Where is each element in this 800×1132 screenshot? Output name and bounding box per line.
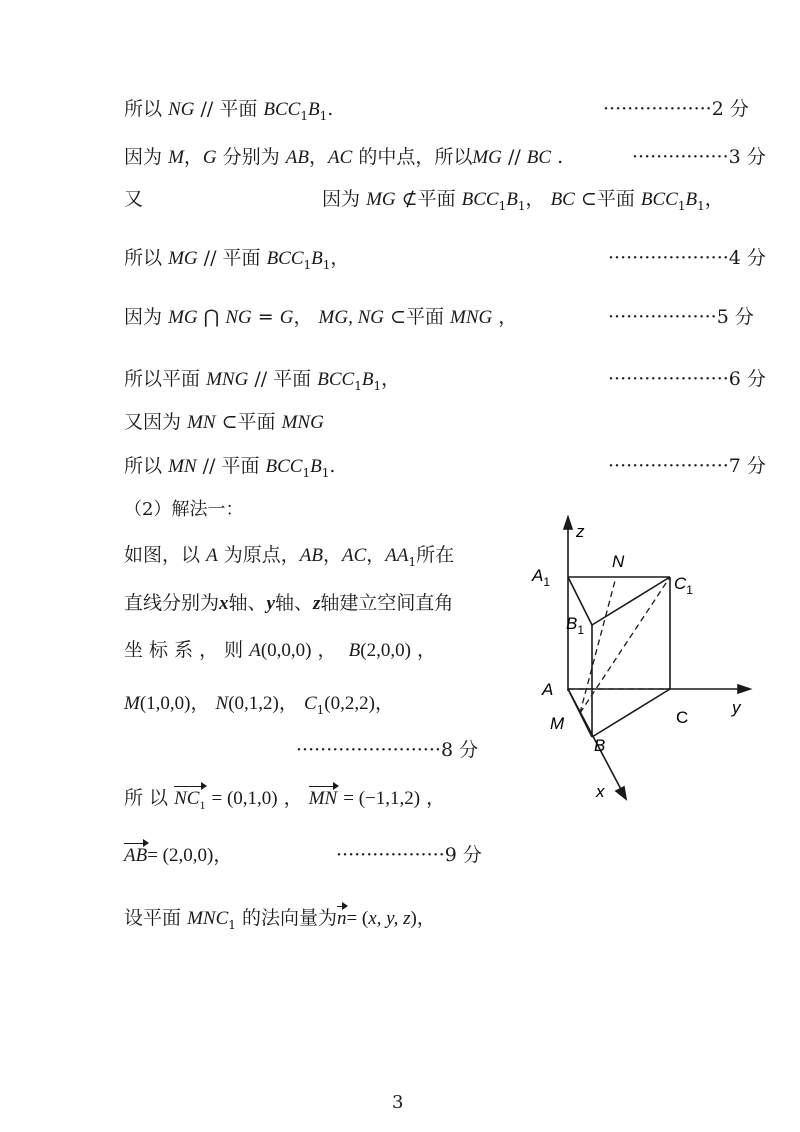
line-9 <box>124 496 243 524</box>
line-2 <box>124 143 563 172</box>
math: MG <box>168 248 198 269</box>
subscript: 1 <box>316 702 325 717</box>
math: MN <box>168 456 197 477</box>
vector-ab: AB <box>124 842 147 870</box>
subscript: 1 <box>373 378 382 393</box>
math: = ( <box>346 908 369 929</box>
line-7 <box>124 408 324 437</box>
subscript: 1 <box>302 465 311 480</box>
score-9: ··················9 分 <box>336 844 482 866</box>
text: 因为 <box>124 306 163 328</box>
math: BCC <box>265 456 303 477</box>
label-n: N <box>612 552 625 571</box>
text: 的中点，所以 <box>358 146 473 168</box>
line-11 <box>124 589 453 618</box>
math: B <box>506 189 518 210</box>
math: B <box>311 248 323 269</box>
x-axis-arrow <box>616 787 626 799</box>
text: 轴、 <box>228 592 267 614</box>
text: 为原点， <box>223 544 300 566</box>
text: . <box>557 146 564 168</box>
line-6 <box>124 365 400 400</box>
edge-b1-c1 <box>592 577 670 625</box>
text: // 平面 <box>202 455 260 477</box>
text: ， <box>416 639 436 661</box>
line-12 <box>124 636 436 665</box>
label-z: z <box>576 522 585 541</box>
text: ， <box>308 146 328 168</box>
label-y: y <box>732 698 741 717</box>
text: ， <box>330 247 350 269</box>
text: 的法向量为 <box>241 907 337 929</box>
text: 平面 <box>596 188 635 210</box>
label-a1 <box>531 566 550 589</box>
math: = (2,0,0) <box>147 845 214 866</box>
line-4 <box>124 244 349 279</box>
text: ， <box>366 544 386 566</box>
text: ， <box>317 639 337 661</box>
math: B <box>348 640 361 661</box>
line-5 <box>124 303 517 332</box>
math: G <box>279 307 294 328</box>
text: 坐 标 系 ， 则 <box>124 639 244 661</box>
prism-coordinate-figure <box>520 515 770 805</box>
line-8 <box>124 452 335 487</box>
page-number: 3 <box>392 1092 404 1113</box>
text: 所以 <box>124 247 163 269</box>
text: 平面 <box>237 411 276 433</box>
line-3 <box>124 185 143 213</box>
subscript: 1 <box>322 257 331 272</box>
math: M <box>168 147 184 168</box>
subset-symbol: ⊂ <box>221 411 238 433</box>
label-a: A <box>542 680 554 699</box>
label-m: M <box>550 714 565 733</box>
not-subset-symbol: ⊄ <box>401 188 418 210</box>
math: MG <box>472 147 502 168</box>
score-3: ················3 分 <box>632 146 766 168</box>
math: AC <box>327 147 353 168</box>
math: M <box>124 693 140 714</box>
z-axis-arrow <box>564 517 572 529</box>
math: C <box>303 693 317 714</box>
math: A <box>206 545 218 566</box>
edge-b-c <box>592 689 670 737</box>
math: (0,2,2) <box>324 693 375 714</box>
math: BC <box>550 189 575 210</box>
score-6: ····················6 分 <box>608 368 766 390</box>
math: B <box>361 369 374 390</box>
text: 又因为 <box>124 411 182 433</box>
score-5: ··················5 分 <box>608 306 754 328</box>
math: BCC <box>461 189 499 210</box>
subset-symbol: ⊂ <box>390 306 406 328</box>
subscript: 1 <box>321 465 330 480</box>
label-x: x <box>596 782 605 801</box>
math: (0,0,0) <box>260 640 312 661</box>
math: B <box>308 99 320 120</box>
math: AA <box>385 545 409 566</box>
math: MG <box>168 307 198 328</box>
math: BCC <box>263 99 301 120</box>
subscript: 1 <box>228 917 236 932</box>
math: = (0,1,0) <box>211 788 278 809</box>
text: ， <box>426 787 446 809</box>
text: // 平面 <box>203 247 261 269</box>
math: AC <box>341 545 367 566</box>
math: A <box>249 640 261 661</box>
label-c1-sub: 1 <box>686 583 693 597</box>
text: ， <box>416 907 436 929</box>
text: ， <box>190 692 210 714</box>
text: ， <box>374 692 394 714</box>
math: MNG <box>281 412 324 433</box>
line-3b <box>322 185 724 220</box>
math: B <box>310 456 322 477</box>
vector-nc1 <box>174 785 205 819</box>
text: // <box>507 146 521 168</box>
text: . <box>327 98 334 120</box>
text: ， <box>278 692 298 714</box>
text: ， <box>704 188 724 210</box>
label-b: B <box>594 736 606 755</box>
dashed-m-c1 <box>580 577 670 713</box>
math: AB <box>299 545 323 566</box>
subset-symbol: ⊂ <box>580 188 597 210</box>
text: 如图，以 <box>124 544 201 566</box>
vector-n: n <box>337 905 347 933</box>
text: ， <box>525 188 545 210</box>
math: NC <box>174 788 200 809</box>
math: N <box>215 693 229 714</box>
subscript: 1 <box>697 198 705 213</box>
text: 所在 <box>416 544 455 566</box>
text: 所以平面 <box>124 368 201 390</box>
line-10 <box>124 541 454 576</box>
subscript: 1 <box>199 797 206 812</box>
text: 因为 <box>124 146 163 168</box>
label-a1-letter: A <box>532 566 544 585</box>
text: ， <box>183 146 203 168</box>
subscript: 1 <box>300 108 308 123</box>
subscript: 1 <box>517 198 526 213</box>
line-15 <box>124 784 445 819</box>
text: // 平面 <box>200 98 258 120</box>
subscript: 1 <box>303 257 312 272</box>
label-c: C <box>676 708 689 727</box>
line-1 <box>124 95 333 130</box>
math: (2,0,0) <box>360 640 411 661</box>
subscript: 1 <box>319 108 328 123</box>
math: G <box>202 147 217 168</box>
text: ， <box>283 787 303 809</box>
text: 平面 <box>417 188 456 210</box>
math: = (−1,1,2) <box>343 788 421 809</box>
text: 因为 <box>322 188 361 210</box>
text: 轴建立空间直角 <box>320 592 454 614</box>
math: x <box>219 593 229 614</box>
score-8: ························8 分 <box>296 739 479 761</box>
label-c1-letter: C <box>674 574 687 593</box>
text: 所以 <box>124 98 163 120</box>
text: 所以 <box>124 455 163 477</box>
math: BC <box>526 147 552 168</box>
text: 轴、 <box>274 592 313 614</box>
intersection-symbol: ⋂ <box>203 306 220 328</box>
math: NG <box>168 99 195 120</box>
text: 直线分别为 <box>124 592 220 614</box>
math: NG <box>225 307 252 328</box>
label-b1-letter: B <box>566 614 578 633</box>
subscript: 1 <box>677 198 686 213</box>
label-c1 <box>674 574 693 597</box>
y-axis-arrow <box>738 685 750 693</box>
math: ) <box>410 908 417 929</box>
text: 分别为 <box>222 146 280 168</box>
vector-mn: MN <box>309 785 338 813</box>
text: ， <box>322 544 342 566</box>
dashed-m-n <box>580 577 616 713</box>
text: 设平面 <box>124 907 182 929</box>
text: （2）解法一： <box>124 499 244 520</box>
math: MG, NG <box>318 307 384 328</box>
subscript: 1 <box>408 554 417 569</box>
score-4: ····················4 分 <box>608 247 766 269</box>
line-17 <box>124 904 436 939</box>
math: BCC <box>317 369 355 390</box>
text: 平面 <box>405 306 444 328</box>
text: // 平面 <box>254 368 312 390</box>
math: x, y, z <box>368 908 411 929</box>
text: ， <box>381 368 401 390</box>
math: z <box>312 593 321 614</box>
math: BCC <box>640 189 678 210</box>
math: y <box>266 593 275 614</box>
subscript: 1 <box>498 198 507 213</box>
math: AB <box>285 147 309 168</box>
math: (0,1,2) <box>228 693 279 714</box>
text: ， <box>293 306 313 328</box>
text: 又 <box>124 188 144 210</box>
label-b1-sub: 1 <box>577 623 585 637</box>
text: 所 以 <box>124 787 169 809</box>
math: BCC <box>266 248 304 269</box>
score-2: ··················2 分 <box>603 98 749 120</box>
math: B <box>685 189 698 210</box>
math: MNG <box>450 307 493 328</box>
math: MN <box>187 412 216 433</box>
line-13 <box>124 689 394 724</box>
text: . <box>329 455 336 477</box>
math: MNC <box>187 908 229 929</box>
math: MNG <box>206 369 249 390</box>
math: MG <box>366 189 396 210</box>
text: ， <box>498 306 518 328</box>
score-7: ····················7 分 <box>608 455 766 477</box>
line-16 <box>124 841 232 870</box>
label-a1-sub: 1 <box>543 575 551 589</box>
text: = <box>257 306 274 328</box>
math: (1,0,0) <box>139 693 191 714</box>
subscript: 1 <box>354 378 362 393</box>
text: ， <box>213 844 233 866</box>
